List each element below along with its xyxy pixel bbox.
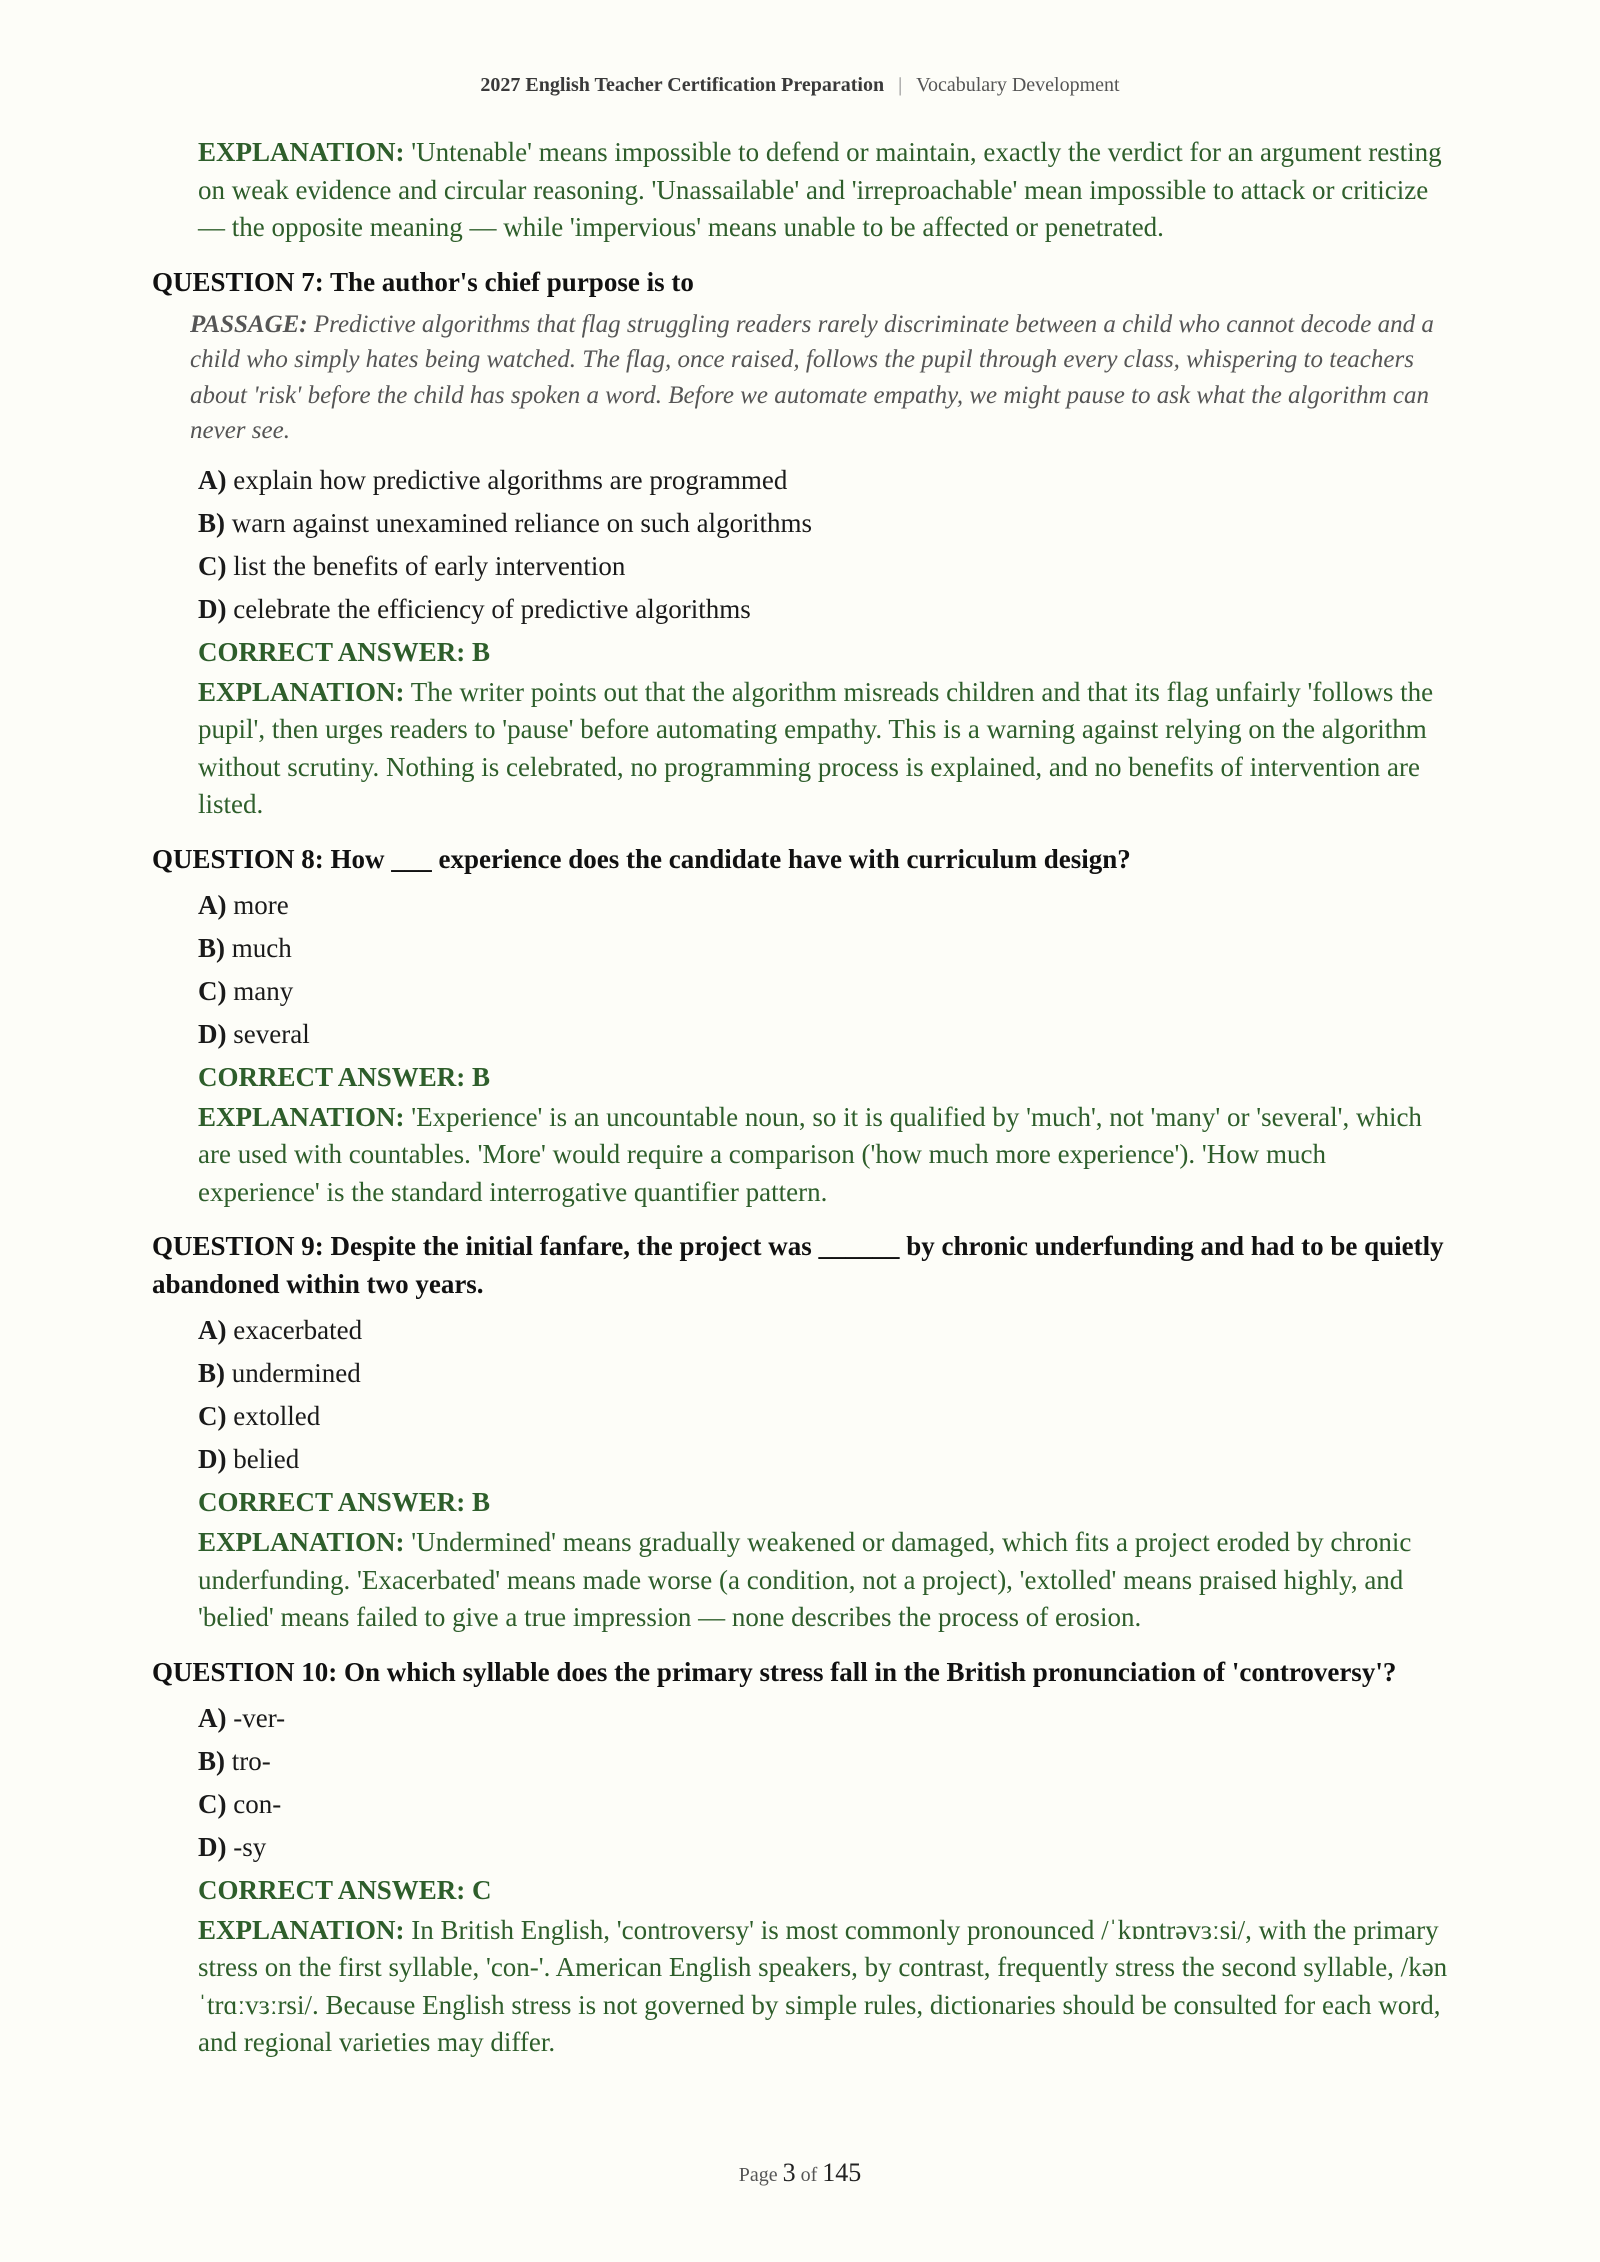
option-letter: A) [198, 464, 227, 495]
option-letter: B) [198, 1358, 225, 1388]
option-letter: C) [198, 1788, 227, 1819]
option-b [198, 1740, 1452, 1783]
explanation-label: EXPLANATION: [198, 1914, 405, 1945]
option-d [198, 588, 1452, 631]
option-text: con- [233, 1788, 282, 1819]
header-title: 2027 English Teacher Certification Preparation [480, 74, 885, 96]
option-text: belied [233, 1444, 300, 1474]
header-section: Vocabulary Development [916, 74, 1120, 96]
total-pages: 145 [822, 2158, 862, 2187]
option-letter: C) [198, 1401, 227, 1431]
option-text: tro- [231, 1745, 271, 1776]
option-c [198, 1395, 1452, 1438]
explanation [198, 1524, 1452, 1637]
explanation [198, 1099, 1452, 1212]
explanation [198, 674, 1452, 824]
question-title: QUESTION 9: Despite the initial fanfare, the project was ______ by chronic underfunding and had to be quietly abandoned within two years. [152, 1231, 1444, 1299]
option-a [198, 1697, 1452, 1740]
option-text: celebrate the efficiency of predictive algorithms [233, 593, 751, 624]
option-text: much [231, 932, 292, 963]
option-c [198, 1783, 1452, 1826]
option-d [198, 1013, 1452, 1056]
page-footer [0, 2158, 1600, 2188]
explanation [198, 1912, 1452, 2062]
option-letter: A) [198, 889, 227, 920]
option-b [198, 1352, 1452, 1395]
option-text: undermined [231, 1358, 361, 1388]
correct-answer: CORRECT ANSWER: B [198, 1487, 491, 1517]
option-text: -ver- [233, 1702, 286, 1733]
option-a [198, 884, 1452, 927]
option-text: -sy [233, 1831, 267, 1862]
explanation-text: 'Undermined' means gradually weakened or damaged, which fits a project eroded by chronic underfunding. 'Exacerbated' means made worse (a condition, not a project), 'extolled' means praised highly, and 'belied' means failed to give a true impression — none describes the process of erosion. [198, 1527, 1412, 1632]
option-letter: C) [198, 975, 227, 1006]
explanation-label: EXPLANATION: [198, 1101, 405, 1132]
question-block-10 [152, 1653, 1452, 2062]
page-header [0, 74, 1600, 97]
explanation-label: EXPLANATION: [198, 676, 405, 707]
option-text: list the benefits of early intervention [233, 550, 626, 581]
option-text: several [233, 1018, 310, 1049]
option-text: many [233, 975, 294, 1006]
explanation-label: EXPLANATION: [198, 137, 405, 167]
option-letter: D) [198, 1831, 227, 1862]
option-text: more [233, 889, 289, 920]
question-block-7 [152, 263, 1452, 824]
page-number: 3 [782, 2158, 796, 2187]
option-c [198, 970, 1452, 1013]
question-title: QUESTION 7: The author's chief purpose is to [152, 266, 694, 297]
option-letter: D) [198, 1444, 227, 1474]
question-block-9 [152, 1227, 1452, 1637]
option-a [198, 459, 1452, 502]
passage [152, 307, 1452, 449]
correct-answer: CORRECT ANSWER: B [198, 1061, 491, 1092]
option-d [198, 1438, 1452, 1481]
question-title: QUESTION 8: How ___ experience does the candidate have with curriculum design? [152, 843, 1131, 874]
option-c [198, 545, 1452, 588]
option-letter: C) [198, 550, 227, 581]
question-block-8 [152, 840, 1452, 1212]
option-letter: A) [198, 1702, 227, 1733]
explanation-label: EXPLANATION: [198, 1527, 405, 1557]
question-title: QUESTION 10: On which syllable does the primary stress fall in the British pronunciation of 'controversy'? [152, 1656, 1397, 1687]
option-text: extolled [233, 1401, 321, 1431]
option-letter: D) [198, 1018, 227, 1049]
option-d [198, 1826, 1452, 1869]
explanation-text: 'Untenable' means impossible to defend or maintain, exactly the verdict for an argument resting on weak evidence and circular reasoning. 'Unassailable' and 'irreproachable' mean impossible to attack or criticize — the opposite meaning — while 'impervious' means unable to be affected or penetrated. [198, 137, 1442, 242]
passage-label: PASSAGE: [190, 310, 308, 338]
option-letter: A) [198, 1315, 227, 1345]
option-b [198, 927, 1452, 970]
intro-explanation [152, 134, 1452, 247]
passage-text: Predictive algorithms that flag struggling readers rarely discriminate between a child who cannot decode and a child who simply hates being watched. The flag, once raised, follows the pupil through every class, whispering to teachers about 'risk' before the child has spoken a word. Before we automate empathy, we might pause to ask what the algorithm can never see. [190, 310, 1434, 444]
of-word: of [800, 2164, 818, 2186]
option-text: warn against unexamined reliance on such algorithms [231, 507, 813, 538]
correct-answer: CORRECT ANSWER: B [198, 636, 491, 667]
option-letter: B) [198, 932, 225, 963]
page-word: Page [738, 2164, 778, 2186]
option-letter: D) [198, 593, 227, 624]
explanation-text: 'Experience' is an uncountable noun, so it is qualified by 'much', not 'many' or 'several', which are used with countables. 'More' would require a comparison ('how much more experience'). 'How much experience' is the standard interrogative quantifier pattern. [198, 1101, 1422, 1207]
option-b [198, 502, 1452, 545]
option-text: exacerbated [233, 1315, 363, 1345]
option-letter: B) [198, 1745, 225, 1776]
option-a [198, 1309, 1452, 1352]
explanation-text: In British English, 'controversy' is most commonly pronounced /ˈkɒntrəvɜːsi/, with the primary stress on the first syllable, 'con-'. American English speakers, by contrast, frequently stress the second syllable, /kənˈtrɑːvɜːrsi/. Because English stress is not governed by simple rules, dictionaries should be consulted for each word, and regional varieties may differ. [198, 1914, 1448, 2057]
header-separator: | [898, 74, 903, 96]
option-letter: B) [198, 507, 225, 538]
page-content [152, 134, 1452, 2062]
explanation-text: The writer points out that the algorithm misreads children and that its flag unfairly 'follows the pupil', then urges readers to 'pause' before automating empathy. This is a warning against relying on the algorithm without scrutiny. Nothing is celebrated, no programming process is explained, and no benefits of intervention are listed. [198, 676, 1434, 819]
option-text: explain how predictive algorithms are programmed [233, 464, 788, 495]
correct-answer: CORRECT ANSWER: C [198, 1874, 492, 1905]
